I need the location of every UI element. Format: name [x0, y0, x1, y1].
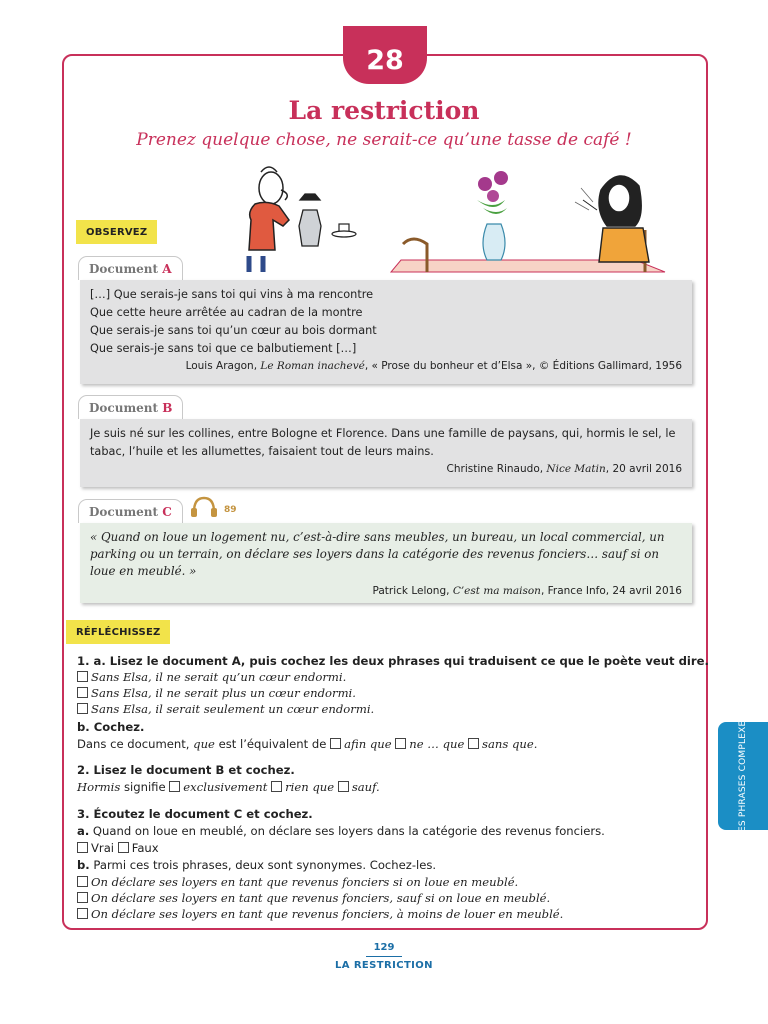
q2-word: Hormis [77, 780, 121, 794]
q2-mid: signifie [120, 780, 170, 794]
page-number: 129 [373, 942, 395, 953]
q3b-option-1[interactable] [77, 875, 518, 889]
option-label: Sans Elsa, il ne serait plus un cœur endormi. [91, 686, 356, 700]
question-3: 3. Écoutez le document C et cochez. [77, 807, 313, 821]
page-title: La restriction [288, 96, 480, 125]
cafe-illustration [205, 160, 685, 274]
q3b-prefix: b. [77, 858, 90, 872]
reflect-badge: RÉFLÉCHISSEZ [66, 620, 170, 644]
unit-number: 28 [343, 26, 427, 84]
document-a-source [90, 358, 682, 374]
checkbox[interactable] [118, 842, 129, 853]
source-author: Louis Aragon, [185, 360, 261, 372]
question-3b [77, 858, 436, 872]
man-figure [249, 167, 289, 272]
q1a-option-1[interactable] [77, 670, 346, 684]
option-label: ne … que [409, 737, 465, 751]
document-a-line: Que cette heure arrêtée au cadran de la montre [90, 306, 363, 319]
document-b-source [90, 461, 682, 477]
footer-section: LA RESTRICTION [335, 960, 433, 971]
q2-line [77, 780, 380, 794]
option-label: On déclare ses loyers en tant que revenus fonciers, sauf si on loue en meublé. [91, 891, 551, 905]
checkbox[interactable] [77, 703, 88, 714]
q1b-line [77, 737, 537, 751]
checkbox[interactable] [77, 671, 88, 682]
option-label: Sans Elsa, il ne serait qu’un cœur endormi. [91, 670, 347, 684]
document-c-text: « Quand on loue un logement nu, c’est-à-dire sans meubles, un bureau, un local commercial, un parking ou un terrain, on déclare ses loyers dans la catégorie des revenus fonciers… sauf si on loue en meublé. » [90, 530, 665, 578]
source-author: Christine Rinaudo, [446, 463, 547, 475]
document-b-label: Document [89, 401, 159, 415]
option-label: afin que [344, 737, 392, 751]
checkbox[interactable] [271, 781, 282, 792]
option-label: sans que. [482, 737, 538, 751]
option-label: Faux [131, 841, 159, 855]
page-subtitle: Prenez quelque chose, ne serait-ce qu’une tasse de café ! [136, 130, 632, 150]
document-c-letter: C [162, 505, 172, 519]
source-work: Le Roman inachevé [260, 360, 365, 372]
checkbox[interactable] [77, 842, 88, 853]
q3a-text: Quand on loue en meublé, on déclare ses loyers dans la catégorie des revenus fonciers. [89, 824, 605, 838]
checkbox[interactable] [77, 876, 88, 887]
q3b-text: Parmi ces trois phrases, deux sont synonymes. Cochez-les. [89, 858, 437, 872]
option-label: Vrai [91, 841, 115, 855]
document-b-letter: B [162, 401, 173, 415]
side-tab-label: LES PHRASES COMPLEXES [738, 714, 748, 838]
question-1a: 1. a. Lisez le document A, puis cochez les deux phrases qui traduisent ce que le poète veut dire. [77, 654, 709, 668]
chapter-side-tab[interactable] [718, 714, 768, 838]
document-c-box [80, 523, 692, 603]
document-a-line: […] Que serais-je sans toi qui vins à ma rencontre [90, 288, 374, 301]
checkbox[interactable] [77, 908, 88, 919]
option-label: On déclare ses loyers en tant que revenus fonciers si on loue en meublé. [91, 875, 519, 889]
source-author: Patrick Lelong, [372, 585, 453, 597]
checkbox[interactable] [77, 687, 88, 698]
document-b-tab [78, 395, 183, 419]
question-3a [77, 824, 605, 838]
checkbox[interactable] [395, 738, 406, 749]
q1b-que: que [193, 737, 215, 751]
document-b-box [80, 419, 692, 487]
checkbox[interactable] [468, 738, 479, 749]
source-rest: , « Prose du bonheur et d’Elsa », © Éditions Gallimard, 1956 [364, 360, 682, 372]
document-c-tab [78, 499, 183, 523]
checkbox[interactable] [77, 892, 88, 903]
document-a-box [80, 280, 692, 384]
source-rest: , 20 avril 2016 [605, 463, 682, 475]
audio-track-number: 89 [224, 505, 237, 515]
option-label: rien que [285, 780, 335, 794]
q3b-option-3[interactable] [77, 907, 563, 921]
document-b-text: Je suis né sur les collines, entre Bologne et Florence. Dans une famille de paysans, qui, hormis le sel, le tabac, l’huile et les allumettes, faisaient tout de leurs mains. [90, 427, 676, 458]
headphones-icon[interactable] [189, 496, 219, 518]
document-a-letter: A [162, 262, 172, 276]
document-a-tab [78, 256, 183, 280]
flower-vase-icon [477, 171, 508, 260]
q3a-prefix: a. [77, 824, 90, 838]
footer-divider [366, 956, 402, 957]
q1b-pre: Dans ce document, [77, 737, 194, 751]
question-2: 2. Lisez le document B et cochez. [77, 763, 295, 777]
coffee-pot-icon [299, 194, 321, 246]
q3a-options [77, 841, 159, 855]
document-c-label: Document [89, 505, 159, 519]
checkbox[interactable] [330, 738, 341, 749]
option-label: On déclare ses loyers en tant que revenus fonciers, à moins de louer en meublé. [91, 907, 564, 921]
q1a-option-3[interactable] [77, 702, 374, 716]
option-label: exclusivement [183, 780, 268, 794]
option-label: Sans Elsa, il serait seulement un cœur endormi. [91, 702, 375, 716]
checkbox[interactable] [338, 781, 349, 792]
source-work: Nice Matin [546, 463, 606, 475]
coffee-cup-icon [332, 224, 356, 237]
document-a-label: Document [89, 262, 159, 276]
document-a-line: Que serais-je sans toi qu’un cœur au bois dormant [90, 324, 377, 337]
source-work: C’est ma maison [452, 585, 541, 597]
q1b-mid: est l’équivalent de [214, 737, 331, 751]
observe-badge: OBSERVEZ [76, 220, 157, 244]
option-label: sauf. [351, 780, 380, 794]
checkbox[interactable] [169, 781, 180, 792]
document-a-line: Que serais-je sans toi que ce balbutiement […] [90, 342, 357, 355]
question-1b: b. Cochez. [77, 720, 145, 734]
q1a-option-2[interactable] [77, 686, 356, 700]
document-c-source [90, 583, 682, 599]
q3b-option-2[interactable] [77, 891, 550, 905]
woman-figure [575, 176, 649, 262]
source-rest: , France Info, 24 avril 2016 [540, 585, 682, 597]
